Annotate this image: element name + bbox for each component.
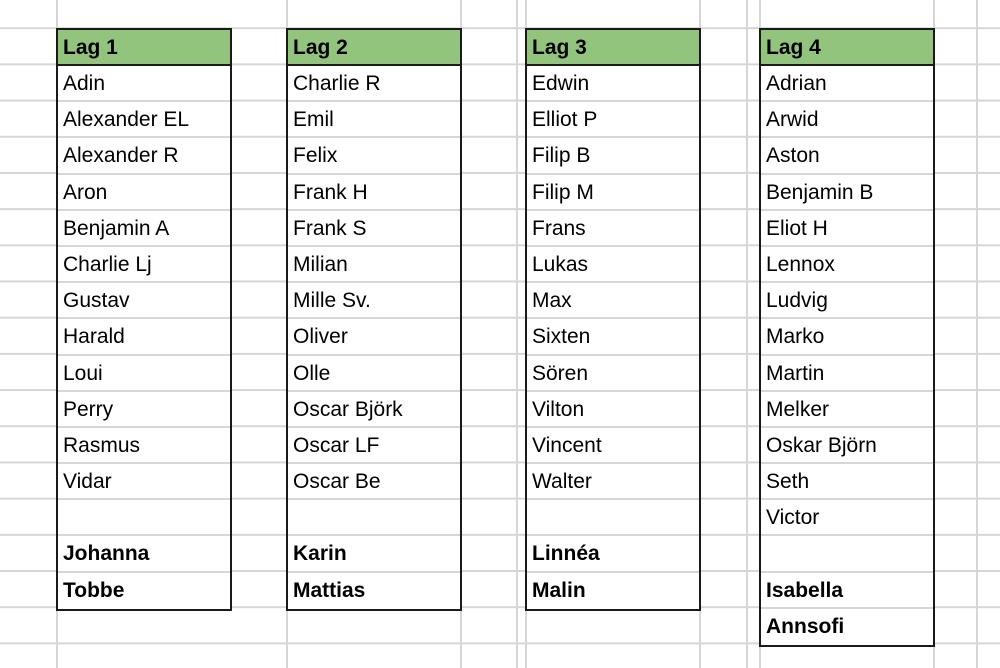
player-cell[interactable]: Benjamin B [761,175,933,211]
player-cell[interactable]: Max [527,283,699,319]
leader-cell[interactable]: Annsofi [766,614,845,638]
player-cell[interactable]: Frans [527,211,699,247]
player-cell[interactable]: Emil [288,102,460,138]
player-cell[interactable]: Vincent [527,428,699,464]
player-cell[interactable]: Oskar Björn [761,428,933,464]
player-cell[interactable]: Martin [761,356,933,392]
empty-cell[interactable] [527,500,699,536]
player-cell[interactable]: Oliver [288,319,460,355]
leader-cell[interactable]: Linnéa [527,536,699,572]
player-cell[interactable]: Harald [58,319,230,355]
player-cell[interactable]: Filip M [527,175,699,211]
player-cell[interactable]: Loui [58,356,230,392]
player-cell[interactable]: Sören [527,356,699,392]
player-cell[interactable]: Vidar [58,464,230,500]
player-cell[interactable]: Oscar Be [288,464,460,500]
player-cell[interactable]: Aston [761,138,933,174]
player-cell[interactable]: Milian [288,247,460,283]
player-cell[interactable]: Mille Sv. [288,283,460,319]
player-cell[interactable]: Charlie R [288,66,460,102]
player-cell[interactable]: Oscar LF [288,428,460,464]
leader-cell[interactable]: Karin [288,536,460,572]
player-cell[interactable]: Seth [761,464,933,500]
team-header[interactable]: Lag 3 [527,30,699,66]
team-header[interactable]: Lag 1 [58,30,230,66]
player-cell[interactable]: Eliot H [761,211,933,247]
player-cell[interactable]: Marko [761,319,933,355]
team-header[interactable]: Lag 2 [288,30,460,66]
leader-cell[interactable]: Johanna [58,536,230,572]
player-cell[interactable]: Rasmus [58,428,230,464]
player-cell[interactable]: Lennox [761,247,933,283]
player-cell[interactable]: Olle [288,356,460,392]
team-header[interactable]: Lag 4 [761,30,933,66]
player-cell[interactable]: Elliot P [527,102,699,138]
player-cell[interactable]: Lukas [527,247,699,283]
player-cell[interactable]: Filip B [527,138,699,174]
leader-cell[interactable]: Isabella [761,573,933,609]
player-cell[interactable]: Aron [58,175,230,211]
player-cell[interactable]: Walter [527,464,699,500]
empty-cell[interactable] [288,500,460,536]
player-cell[interactable]: Frank S [288,211,460,247]
player-cell[interactable]: Melker [761,392,933,428]
player-cell[interactable]: Oscar Björk [288,392,460,428]
player-cell[interactable]: Alexander EL [58,102,230,138]
player-cell[interactable]: Adin [58,66,230,102]
empty-cell[interactable] [58,500,230,536]
player-cell[interactable]: Gustav [58,283,230,319]
player-cell[interactable]: Victor [761,500,933,536]
leader-cell[interactable]: Malin [532,578,586,602]
player-cell[interactable]: Adrian [761,66,933,102]
empty-cell[interactable] [761,536,933,572]
player-cell[interactable]: Sixten [527,319,699,355]
player-cell[interactable]: Benjamin A [58,211,230,247]
player-cell[interactable]: Charlie Lj [58,247,230,283]
player-cell[interactable]: Frank H [288,175,460,211]
team-table-lag-4 [759,28,935,647]
leader-cell[interactable]: Tobbe [63,578,125,602]
team-table-lag-2 [286,28,462,611]
player-cell[interactable]: Alexander R [58,138,230,174]
player-cell[interactable]: Edwin [527,66,699,102]
player-cell[interactable]: Felix [288,138,460,174]
team-table-lag-1 [56,28,232,611]
player-cell[interactable]: Vilton [527,392,699,428]
player-cell[interactable]: Ludvig [761,283,933,319]
leader-cell[interactable]: Mattias [293,578,366,602]
player-cell[interactable]: Arwid [761,102,933,138]
player-cell[interactable]: Perry [58,392,230,428]
team-table-lag-3 [525,28,701,611]
